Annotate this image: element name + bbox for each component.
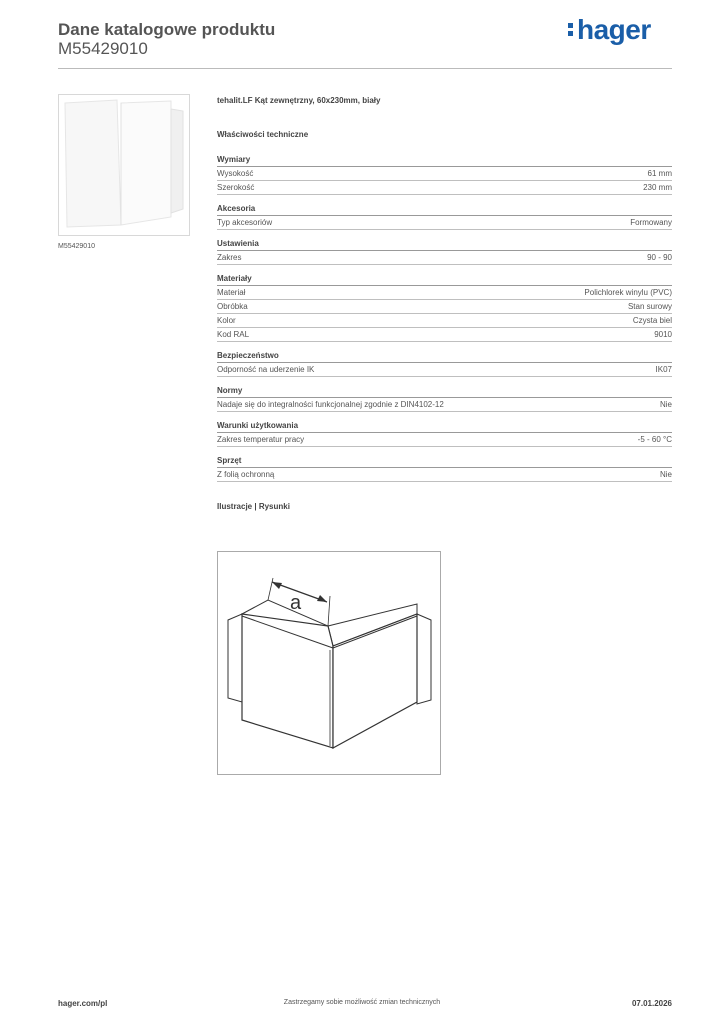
property-value: Czysta biel: [632, 316, 672, 325]
property-row: [217, 468, 672, 482]
illustrations-title: Ilustracje | Rysunki: [217, 502, 290, 511]
property-label: Wysokość: [217, 169, 254, 178]
property-label: Typ akcesoriów: [217, 218, 273, 227]
property-row: [217, 167, 672, 181]
footer-disclaimer: Zastrzegamy sobie możliwość zmian technicznych: [283, 999, 441, 1006]
group-title: Ustawienia: [217, 237, 672, 251]
property-label: Nadaje się do integralności funkcjonalnej zgodnie z DIN4102-12: [217, 400, 444, 409]
property-row: [217, 181, 672, 195]
logo-dots-icon: [568, 20, 574, 39]
property-label: Zakres temperatur pracy: [217, 435, 305, 444]
thumbnail-caption: M55429010: [58, 243, 95, 250]
group-title: Bezpieczeństwo: [217, 349, 672, 363]
technical-drawing: [217, 551, 441, 775]
group-title: Sprzęt: [217, 454, 672, 468]
group-title: Wymiary: [217, 153, 672, 167]
header-divider: [58, 68, 672, 69]
product-code: M55429010: [58, 39, 148, 58]
property-row: [217, 363, 672, 377]
product-thumbnail: [58, 94, 190, 236]
group-title: Normy: [217, 384, 672, 398]
property-label: Szerokość: [217, 183, 255, 192]
property-value: Nie: [659, 470, 672, 479]
property-row: [217, 251, 672, 265]
property-value: 61 mm: [647, 169, 672, 178]
section-title: Właściwości techniczne: [217, 130, 309, 139]
footer-date: 07.01.2026: [631, 999, 672, 1008]
technical-data: [217, 96, 672, 516]
property-label: Materiał: [217, 288, 246, 297]
property-label: Odporność na uderzenie IK: [217, 365, 315, 374]
logo-text: hager: [577, 14, 651, 45]
product-name: tehalit.LF Kąt zewnętrzny, 60x230mm, biały: [217, 96, 381, 105]
group-title: Warunki użytkowania: [217, 419, 672, 433]
hager-logo: [568, 14, 651, 46]
dimension-label: a: [290, 592, 302, 614]
property-label: Z folią ochronną: [217, 470, 275, 479]
property-value: 90 - 90: [647, 253, 672, 262]
property-value: IK07: [655, 365, 672, 374]
property-label: Obróbka: [217, 302, 248, 311]
property-row: [217, 286, 672, 300]
footer-website[interactable]: hager.com/pl: [58, 999, 108, 1008]
property-row: [217, 314, 672, 328]
property-label: Kolor: [217, 316, 236, 325]
property-row: [217, 398, 672, 412]
property-row: [217, 433, 672, 447]
property-value: Nie: [659, 400, 672, 409]
property-row: [217, 300, 672, 314]
page-title: Dane katalogowe produktu: [58, 20, 276, 39]
corner-drawing-image: [218, 552, 440, 774]
property-value: Polichlorek winylu (PVC): [584, 288, 672, 297]
property-value: -5 - 60 °C: [637, 435, 672, 444]
group-title: Akcesoria: [217, 202, 672, 216]
property-value: 9010: [654, 330, 672, 339]
product-thumbnail-image: [59, 95, 189, 235]
property-label: Kod RAL: [217, 330, 250, 339]
property-row: [217, 216, 672, 230]
property-row: [217, 328, 672, 342]
property-value: Formowany: [630, 218, 672, 227]
property-label: Zakres: [217, 253, 242, 262]
property-value: Stan surowy: [627, 302, 672, 311]
property-value: 230 mm: [643, 183, 672, 192]
group-title: Materiały: [217, 272, 672, 286]
